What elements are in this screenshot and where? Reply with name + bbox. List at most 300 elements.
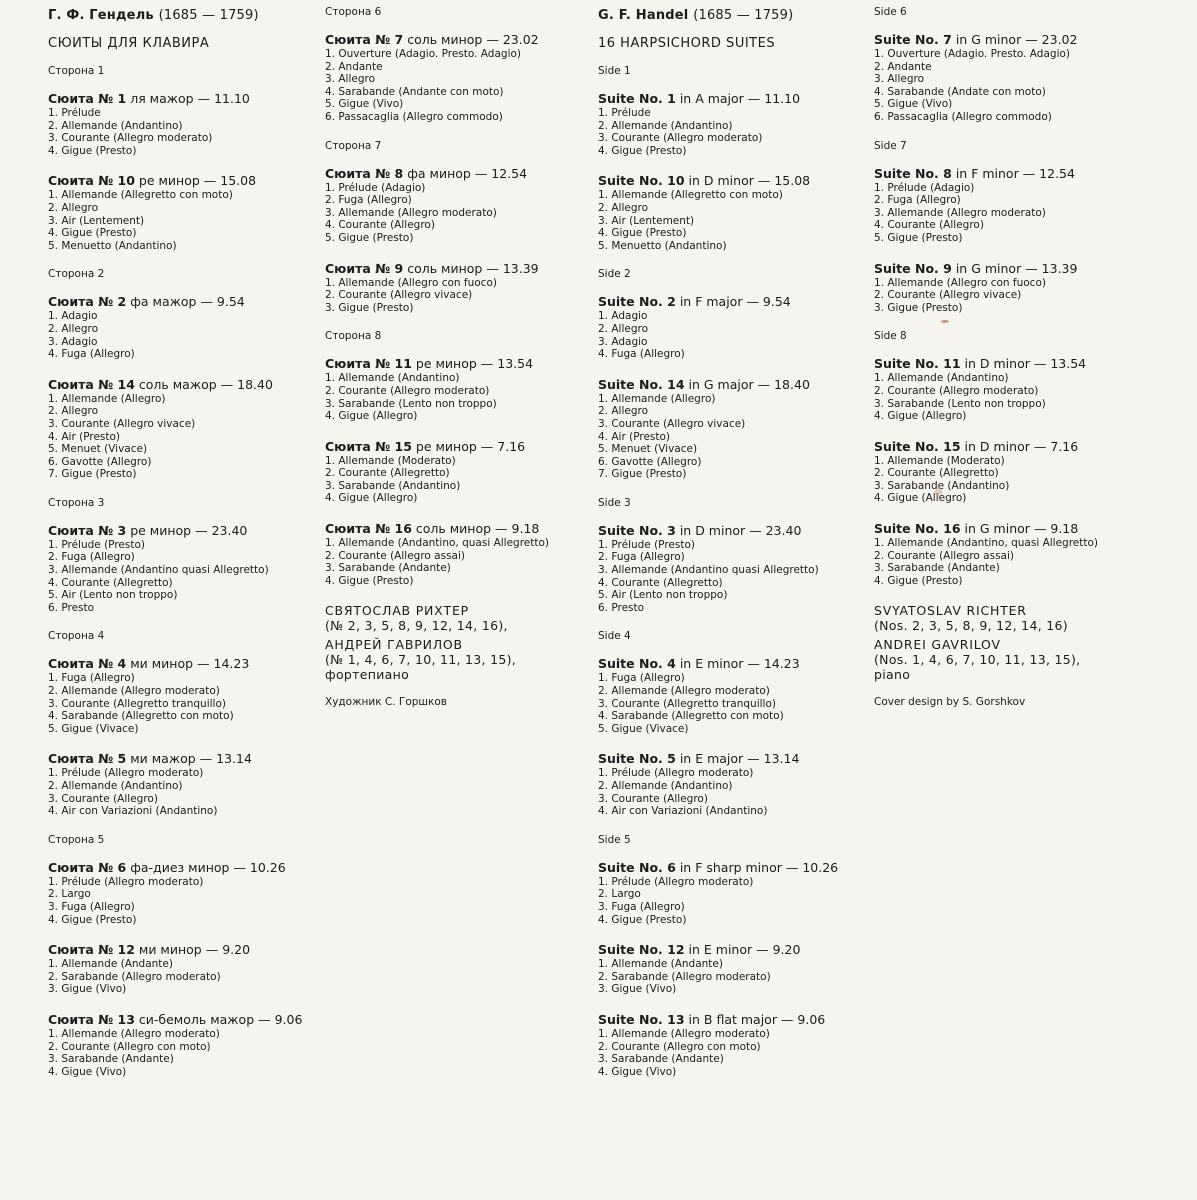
movement-item: 4. Gigue (Presto) xyxy=(598,144,687,157)
suite-key: in F minor xyxy=(955,165,1019,181)
russian-column-left xyxy=(48,0,316,1094)
suite-entry xyxy=(48,523,316,615)
movement-item: 3. Sarabande (Andante) xyxy=(48,1053,174,1066)
movement-item: 5. Menuetto (Andantino) xyxy=(48,239,177,252)
side-section xyxy=(598,497,866,615)
movement-item: 2. Courante (Allegro assai) xyxy=(325,549,465,562)
suite-entry xyxy=(598,377,866,481)
suite-duration: 14.23 xyxy=(763,656,800,672)
suite-number: Suite No. 7 xyxy=(874,32,952,47)
side-section xyxy=(874,330,1174,587)
suite-entry xyxy=(598,751,866,817)
suite-key: in E minor xyxy=(688,942,753,958)
movement-item: 4. Sarabande (Andate con moto) xyxy=(874,85,1046,98)
suite-title: Suite No. 1 in A major — 11.10 xyxy=(598,91,801,106)
movement-item: 6. Gavotte (Allegro) xyxy=(598,455,702,468)
suite-key: ре минор xyxy=(130,522,192,538)
suite-key: фа минор xyxy=(407,165,471,181)
movement-item: 4. Gigue (Presto) xyxy=(598,227,687,240)
side-section xyxy=(874,6,1174,124)
side-section xyxy=(325,140,580,315)
movement-item: 1. Ouverture (Adagio. Presto. Adagio) xyxy=(874,48,1071,60)
suite-title: Suite No. 7 in G minor — 23.02 xyxy=(874,32,1078,47)
performer-richter: SVYATOSLAV RICHTER (Nos. 2, 3, 5, 8, 9, 12, 14, 16) xyxy=(874,603,1068,634)
movement-item: 2. Sarabande (Allegro moderato) xyxy=(598,970,771,983)
movement-item: 1. Allemande (Allegretto con moto) xyxy=(598,189,783,202)
movement-item: 4. Gigue (Presto) xyxy=(874,574,963,587)
movement-item: 6. Presto xyxy=(598,601,645,614)
suite-title: Сюита № 5 ми мажор — 13.14 xyxy=(48,751,252,767)
suite-duration: 23.02 xyxy=(1041,32,1078,47)
movement-item: 2. Allemande (Andantino) xyxy=(598,780,733,792)
suite-duration: 15.08 xyxy=(774,173,811,189)
suite-title: Suite No. 6 in F sharp minor — 10.26 xyxy=(598,859,839,875)
movement-item: 2. Allegro xyxy=(48,405,99,418)
movement-item: 1. Prélude (Allegro moderato) xyxy=(598,875,754,888)
suite-duration: 23.40 xyxy=(765,522,802,538)
suite-title: Suite No. 5 in E major — 13.14 xyxy=(598,751,800,767)
suite-number: Suite No. 10 xyxy=(598,173,685,189)
movement-item: 5. Menuetto (Andantino) xyxy=(598,239,727,252)
movement-item: 1. Allemande (Moderato) xyxy=(325,454,456,467)
suite-key: in G major xyxy=(688,376,754,392)
movement-item: 3. Allemande (Andantino quasi Allegretto) xyxy=(598,564,819,577)
suite-number: Сюита № 1 xyxy=(48,91,127,106)
movement-item: 1. Prélude (Adagio) xyxy=(325,181,426,194)
side-section xyxy=(48,630,316,817)
suite-key: фа-диез минор xyxy=(130,859,230,875)
suite-duration: 9.20 xyxy=(772,942,801,958)
movement-item: 2. Allemande (Andantino) xyxy=(48,780,183,792)
movement-item: 2. Courante (Allegro vivace) xyxy=(874,289,1022,302)
suite-entry xyxy=(874,521,1174,587)
suite-duration: 11.10 xyxy=(764,91,801,106)
movement-item: 7. Gigue (Presto) xyxy=(598,468,687,481)
movement-item: 7. Gigue (Presto) xyxy=(48,468,137,481)
suite-title: Сюита № 9 соль минор — 13.39 xyxy=(325,260,539,276)
suite-number: Suite No. 3 xyxy=(598,522,676,538)
suite-entry xyxy=(598,1012,866,1078)
movement-item: 3. Allegro xyxy=(874,73,925,86)
side-label: Side 4 xyxy=(598,630,631,643)
movement-item: 2. Fuga (Allegro) xyxy=(325,194,412,207)
side-label: Сторона 7 xyxy=(325,139,382,152)
movement-item: 1. Fuga (Allegro) xyxy=(598,672,685,685)
movement-item: 4. Gigue (Presto) xyxy=(325,574,414,587)
side-label: Side 8 xyxy=(874,330,907,343)
suite-duration: 18.40 xyxy=(237,376,273,392)
movement-item: 6. Passacaglia (Allegro commodo) xyxy=(874,110,1052,123)
movement-item: 1. Allemande (Andantino, quasi Allegretto) xyxy=(325,537,550,550)
movement-item: 1. Adagio xyxy=(48,310,98,323)
suite-title: Сюита № 4 ми минор — 14.23 xyxy=(48,656,250,672)
movement-item: 2. Fuga (Allegro) xyxy=(874,194,961,207)
suite-entry xyxy=(325,166,580,245)
movement-item: 4. Gigue (Allegro) xyxy=(325,410,418,423)
suite-title: Сюита № 11 ре минор — 13.54 xyxy=(325,356,534,372)
side-label: Сторона 3 xyxy=(48,496,105,509)
suite-duration: 15.08 xyxy=(220,173,257,189)
suite-key: ре минор xyxy=(138,173,200,189)
suite-number: Suite No. 14 xyxy=(598,376,685,392)
suite-number: Сюита № 10 xyxy=(48,173,135,189)
movement-item: 4. Gigue (Allegro) xyxy=(874,410,967,423)
side-section xyxy=(325,6,580,124)
suite-number: Suite No. 5 xyxy=(598,751,676,767)
paper-spot xyxy=(941,320,949,323)
movement-item: 1. Allemande (Allegro con fuoco) xyxy=(874,276,1046,289)
suite-number: Сюита № 16 xyxy=(325,521,412,537)
movement-item: 4. Gigue (Presto) xyxy=(598,913,687,926)
movement-item: 4. Gigue (Vivo) xyxy=(598,1065,677,1078)
suite-title: Сюита № 2 фа мажор — 9.54 xyxy=(48,294,245,310)
movement-item: 6. Presto xyxy=(48,601,95,614)
suite-title: Suite No. 13 in B flat major — 9.06 xyxy=(598,1011,826,1027)
movement-item: 4. Sarabande (Allegretto con moto) xyxy=(598,710,784,723)
movement-item: 3. Sarabande (Andante) xyxy=(874,562,1000,575)
movement-item: 4. Gigue (Allegro) xyxy=(325,492,418,505)
suite-entry xyxy=(325,356,580,422)
composer-heading: G. F. Handel (1685 — 1759) xyxy=(598,8,794,23)
suite-duration: 13.39 xyxy=(1041,260,1078,276)
movement-item: 3. Sarabande (Andantino) xyxy=(874,479,1010,492)
cover-credit: Cover design by S. Gorshkov xyxy=(874,696,1026,709)
suite-title: Сюита № 1 ля мажор — 11.10 xyxy=(48,91,250,106)
suite-key: in G minor xyxy=(964,521,1030,537)
movement-item: 2. Courante (Allegro moderato) xyxy=(874,384,1039,397)
movement-item: 2. Allemande (Allegro moderato) xyxy=(598,685,770,698)
movement-item: 3. Courante (Allegro moderato) xyxy=(598,132,763,145)
side-section xyxy=(48,65,316,252)
suite-key: in B flat major xyxy=(688,1011,777,1027)
side-label: Сторона 8 xyxy=(325,330,382,343)
movement-item: 3. Gigue (Presto) xyxy=(874,301,963,314)
suite-entry xyxy=(325,32,580,124)
movement-item: 4. Gigue (Presto) xyxy=(48,227,137,240)
side-list xyxy=(598,65,866,1078)
suite-number: Сюита № 11 xyxy=(325,356,412,372)
suite-duration: 10.26 xyxy=(249,859,286,875)
movement-item: 3. Sarabande (Lento non troppo) xyxy=(874,397,1046,410)
movement-item: 2. Courante (Allegro con moto) xyxy=(48,1040,211,1053)
movement-item: 3. Sarabande (Lento non troppo) xyxy=(325,397,497,410)
side-section xyxy=(598,268,866,481)
suite-duration: 9.20 xyxy=(222,942,251,958)
movement-item: 1. Allemande (Allegretto con moto) xyxy=(48,189,233,202)
movement-item: 1. Prélude xyxy=(598,107,651,119)
movement-item: 1. Prélude xyxy=(48,107,101,119)
suite-entry xyxy=(874,356,1174,422)
suite-duration: 23.02 xyxy=(502,32,539,47)
suite-entry xyxy=(598,523,866,615)
movement-item: 4. Courante (Allegro) xyxy=(325,219,435,232)
movement-item: 3. Courante (Allegro) xyxy=(48,792,158,805)
suite-number: Сюита № 2 xyxy=(48,294,127,310)
movement-item: 1. Adagio xyxy=(598,310,648,323)
movement-item: 1. Ouverture (Adagio. Presto. Adagio) xyxy=(325,48,522,60)
suite-entry xyxy=(598,294,866,360)
movement-item: 2. Allegro xyxy=(48,201,99,214)
suite-duration: 9.18 xyxy=(511,521,540,537)
suite-entry xyxy=(874,261,1174,315)
side-section xyxy=(598,834,866,1079)
movement-item: 5. Gigue (Vivo) xyxy=(874,98,953,111)
suite-title: Сюита № 6 фа-диез минор — 10.26 xyxy=(48,859,286,875)
movement-item: 3. Courante (Allegro vivace) xyxy=(48,417,196,430)
movement-item: 1. Allemande (Andantino, quasi Allegretto) xyxy=(874,537,1099,550)
movement-item: 2. Fuga (Allegro) xyxy=(48,551,135,564)
suite-number: Сюита № 14 xyxy=(48,376,135,392)
suite-duration: 10.26 xyxy=(802,859,839,875)
movement-item: 2. Courante (Allegro assai) xyxy=(874,549,1014,562)
suite-duration: 12.54 xyxy=(491,165,528,181)
movement-item: 4. Courante (Allegro) xyxy=(874,219,984,232)
movement-item: 1. Prélude (Allegro moderato) xyxy=(598,767,754,780)
suite-number: Suite No. 12 xyxy=(598,942,685,958)
movement-item: 4. Fuga (Allegro) xyxy=(598,348,685,361)
suite-entry xyxy=(325,261,580,315)
suite-number: Suite No. 2 xyxy=(598,294,676,310)
side-label: Side 2 xyxy=(598,268,631,281)
movement-item: 4. Courante (Allegretto) xyxy=(48,576,173,589)
movement-item: 4. Courante (Allegretto) xyxy=(598,576,723,589)
movement-item: 4. Air con Variazioni (Andantino) xyxy=(48,805,218,818)
suite-title: Сюита № 14 соль мажор — 18.40 xyxy=(48,376,273,392)
movement-item: 2. Andante xyxy=(325,60,383,73)
collection-title: СЮИТЫ ДЛЯ КЛАВИРА xyxy=(48,36,210,51)
side-label: Сторона 2 xyxy=(48,268,105,281)
suite-number: Сюита № 4 xyxy=(48,656,127,672)
movement-item: 2. Allemande (Andantino) xyxy=(598,119,733,132)
suite-title: Сюита № 8 фа минор — 12.54 xyxy=(325,165,528,181)
movement-item: 3. Fuga (Allegro) xyxy=(48,900,135,913)
english-column-left xyxy=(598,0,866,1094)
suite-key: соль минор xyxy=(407,32,483,47)
side-section xyxy=(598,630,866,817)
suite-key: in D minor xyxy=(964,356,1030,372)
cover-credit: Художник С. Горшков xyxy=(325,696,447,709)
suite-key: in F sharp minor xyxy=(679,859,782,875)
russian-column-right xyxy=(325,0,580,708)
side-section xyxy=(325,330,580,587)
movement-item: 2. Largo xyxy=(598,888,641,901)
suite-key: in G minor xyxy=(955,260,1022,276)
movement-item: 3. Allemande (Andantino quasi Allegretto) xyxy=(48,564,269,577)
movement-item: 3. Allemande (Allegro moderato) xyxy=(325,206,497,219)
movement-item: 2. Fuga (Allegro) xyxy=(598,551,685,564)
movement-item: 3. Sarabande (Andante) xyxy=(325,562,451,575)
suite-entry xyxy=(598,173,866,252)
suite-entry xyxy=(598,656,866,735)
movement-item: 4. Gigue (Presto) xyxy=(48,144,137,157)
side-list xyxy=(48,65,316,1078)
suite-number: Suite No. 4 xyxy=(598,656,676,672)
movement-item: 3. Courante (Allegro vivace) xyxy=(598,417,746,430)
movement-item: 1. Prélude (Allegro moderato) xyxy=(48,767,204,780)
suite-entry xyxy=(48,1012,316,1078)
movement-item: 4. Gigue (Vivo) xyxy=(48,1065,127,1078)
movement-item: 2. Allegro xyxy=(598,322,649,335)
movement-item: 3. Fuga (Allegro) xyxy=(598,900,685,913)
movement-item: 1. Allemande (Andantino) xyxy=(325,372,460,385)
suite-title: Suite No. 10 in D minor — 15.08 xyxy=(598,173,811,189)
movement-item: 5. Menuet (Vivace) xyxy=(48,443,148,456)
movement-item: 3. Gigue (Vivo) xyxy=(48,983,127,996)
movement-item: 3. Sarabande (Andante) xyxy=(598,1053,724,1066)
performers xyxy=(874,603,1174,682)
performer-gavrilov: АНДРЕЙ ГАВРИЛОВ (№ 1, 4, 6, 7, 10, 11, 13, 15), фортепиано xyxy=(325,637,517,683)
suite-title: Suite No. 12 in E minor — 9.20 xyxy=(598,942,801,958)
suite-duration: 13.39 xyxy=(502,260,539,276)
movement-item: 4. Sarabande (Allegretto con moto) xyxy=(48,710,234,723)
movement-item: 1. Allemande (Allegro) xyxy=(48,392,166,405)
movement-item: 2. Courante (Allegro con moto) xyxy=(598,1040,761,1053)
suite-title: Сюита № 16 соль минор — 9.18 xyxy=(325,521,540,537)
side-section xyxy=(48,268,316,481)
suite-title: Suite No. 8 in F minor — 12.54 xyxy=(874,165,1075,181)
suite-duration: 9.54 xyxy=(216,294,245,310)
movement-item: 5. Gigue (Presto) xyxy=(325,231,414,244)
movement-item: 3. Courante (Allegro) xyxy=(598,792,708,805)
movement-item: 1. Prélude (Allegro moderato) xyxy=(48,875,204,888)
movement-item: 3. Gigue (Presto) xyxy=(325,301,414,314)
movement-item: 3. Courante (Allegro moderato) xyxy=(48,132,213,145)
movement-item: 3. Air (Lentement) xyxy=(48,214,145,227)
suite-key: in E minor xyxy=(679,656,744,672)
movement-item: 1. Prélude (Presto) xyxy=(48,538,145,551)
suite-number: Suite No. 8 xyxy=(874,165,952,181)
suite-duration: 7.16 xyxy=(497,438,526,454)
performer-gavrilov: ANDREI GAVRILOV (Nos. 1, 4, 6, 7, 10, 11, 13, 15), piano xyxy=(874,637,1081,683)
movement-item: 1. Fuga (Allegro) xyxy=(48,672,135,685)
movement-item: 3. Courante (Allegretto tranquillo) xyxy=(598,697,776,710)
suite-number: Сюита № 7 xyxy=(325,32,404,47)
suite-duration: 13.54 xyxy=(497,356,534,372)
movement-item: 4. Sarabande (Andante con moto) xyxy=(325,85,504,98)
movement-item: 3. Sarabande (Andantino) xyxy=(325,479,461,492)
suite-number: Сюита № 8 xyxy=(325,165,404,181)
movement-item: 1. Allemande (Andante) xyxy=(48,958,173,971)
suite-entry xyxy=(48,173,316,252)
suite-key: in D minor xyxy=(679,522,746,538)
movement-item: 2. Largo xyxy=(48,888,91,901)
movement-item: 2. Allemande (Andantino) xyxy=(48,119,183,132)
suite-number: Suite No. 13 xyxy=(598,1011,685,1027)
suite-duration: 9.06 xyxy=(797,1011,826,1027)
suite-duration: 13.54 xyxy=(1050,356,1087,372)
suite-key: соль мажор xyxy=(138,376,217,392)
performer-richter: СВЯТОСЛАВ РИХТЕР (№ 2, 3, 5, 8, 9, 12, 14, 16), xyxy=(325,603,508,634)
side-label: Сторона 1 xyxy=(48,65,105,77)
suite-duration: 11.10 xyxy=(214,91,250,106)
side-list xyxy=(325,6,580,587)
movement-item: 5. Air (Lento non troppo) xyxy=(598,589,728,602)
movement-item: 3. Adagio xyxy=(48,335,98,348)
suite-key: in D minor xyxy=(964,438,1030,454)
side-label: Сторона 5 xyxy=(48,833,105,846)
suite-number: Suite No. 16 xyxy=(874,521,961,537)
movement-item: 1. Allemande (Allegro moderato) xyxy=(598,1027,770,1040)
movement-item: 3. Gigue (Vivo) xyxy=(598,983,677,996)
movement-item: 2. Andante xyxy=(874,60,932,73)
movement-item: 5. Gigue (Vivace) xyxy=(598,722,689,735)
suite-number: Сюита № 12 xyxy=(48,942,135,958)
side-label: Side 5 xyxy=(598,833,631,846)
suite-title: Сюита № 12 ми минор — 9.20 xyxy=(48,942,251,958)
suite-key: ми минор xyxy=(130,656,194,672)
suite-title: Suite No. 14 in G major — 18.40 xyxy=(598,376,810,392)
suite-key: соль минор xyxy=(407,260,483,276)
performers xyxy=(325,603,580,682)
movement-item: 2. Allegro xyxy=(598,201,649,214)
suite-duration: 14.23 xyxy=(213,656,250,672)
suite-duration: 13.14 xyxy=(216,751,252,767)
movement-item: 1. Allemande (Andantino) xyxy=(874,372,1009,385)
suite-entry xyxy=(48,294,316,360)
english-column-right xyxy=(874,0,1174,708)
suite-key: ля мажор xyxy=(130,91,194,106)
suite-number: Сюита № 15 xyxy=(325,438,412,454)
movement-item: 2. Courante (Allegretto) xyxy=(325,467,450,480)
movement-item: 1. Allemande (Allegro) xyxy=(598,392,716,405)
side-label: Side 6 xyxy=(874,6,907,18)
movement-item: 6. Gavotte (Allegro) xyxy=(48,455,152,468)
suite-number: Suite No. 11 xyxy=(874,356,961,372)
suite-duration: 12.54 xyxy=(1039,165,1075,181)
side-section xyxy=(48,497,316,615)
suite-entry xyxy=(874,32,1174,124)
movement-item: 1. Allemande (Allegro moderato) xyxy=(48,1027,220,1040)
suite-title: Сюита № 13 си-бемоль мажор — 9.06 xyxy=(48,1011,303,1027)
suite-key: in A major xyxy=(679,91,744,106)
movement-item: 1. Allemande (Andante) xyxy=(598,958,723,971)
suite-key: in F major xyxy=(679,294,743,310)
suite-title: Suite No. 3 in D minor — 23.40 xyxy=(598,522,802,538)
suite-duration: 7.16 xyxy=(1050,438,1079,454)
suite-entry xyxy=(598,942,866,996)
suite-key: ре минор xyxy=(415,438,477,454)
movement-item: 3. Allemande (Allegro moderato) xyxy=(874,206,1046,219)
movement-item: 6. Passacaglia (Allegro commodo) xyxy=(325,110,503,123)
suite-duration: 9.06 xyxy=(274,1011,303,1027)
suite-number: Сюита № 5 xyxy=(48,751,127,767)
suite-duration: 9.18 xyxy=(1050,521,1079,537)
suite-key: си-бемоль мажор xyxy=(138,1011,255,1027)
movement-item: 3. Adagio xyxy=(598,335,648,348)
suite-title: Сюита № 15 ре минор — 7.16 xyxy=(325,438,526,454)
side-section xyxy=(874,140,1174,315)
suite-number: Сюита № 9 xyxy=(325,260,404,276)
suite-key: ми минор xyxy=(138,942,202,958)
movement-item: 5. Gigue (Vivo) xyxy=(325,98,404,111)
suite-entry xyxy=(48,942,316,996)
movement-item: 4. Gigue (Allegro) xyxy=(874,492,967,505)
suite-entry xyxy=(874,166,1174,245)
movement-item: 2. Sarabande (Allegro moderato) xyxy=(48,970,221,983)
suite-number: Suite No. 6 xyxy=(598,859,676,875)
suite-number: Сюита № 3 xyxy=(48,522,127,538)
movement-item: 2. Allegro xyxy=(598,405,649,418)
suite-key: in E major xyxy=(679,751,744,767)
suite-number: Suite No. 15 xyxy=(874,438,961,454)
suite-duration: 23.40 xyxy=(211,522,248,538)
movement-item: 4. Air con Variazioni (Andantino) xyxy=(598,805,768,818)
movement-item: 1. Prélude (Presto) xyxy=(598,538,695,551)
suite-number: Сюита № 6 xyxy=(48,859,127,875)
suite-key: ре минор xyxy=(415,356,477,372)
suite-title: Suite No. 16 in G minor — 9.18 xyxy=(874,521,1079,537)
suite-title: Suite No. 11 in D minor — 13.54 xyxy=(874,356,1087,372)
